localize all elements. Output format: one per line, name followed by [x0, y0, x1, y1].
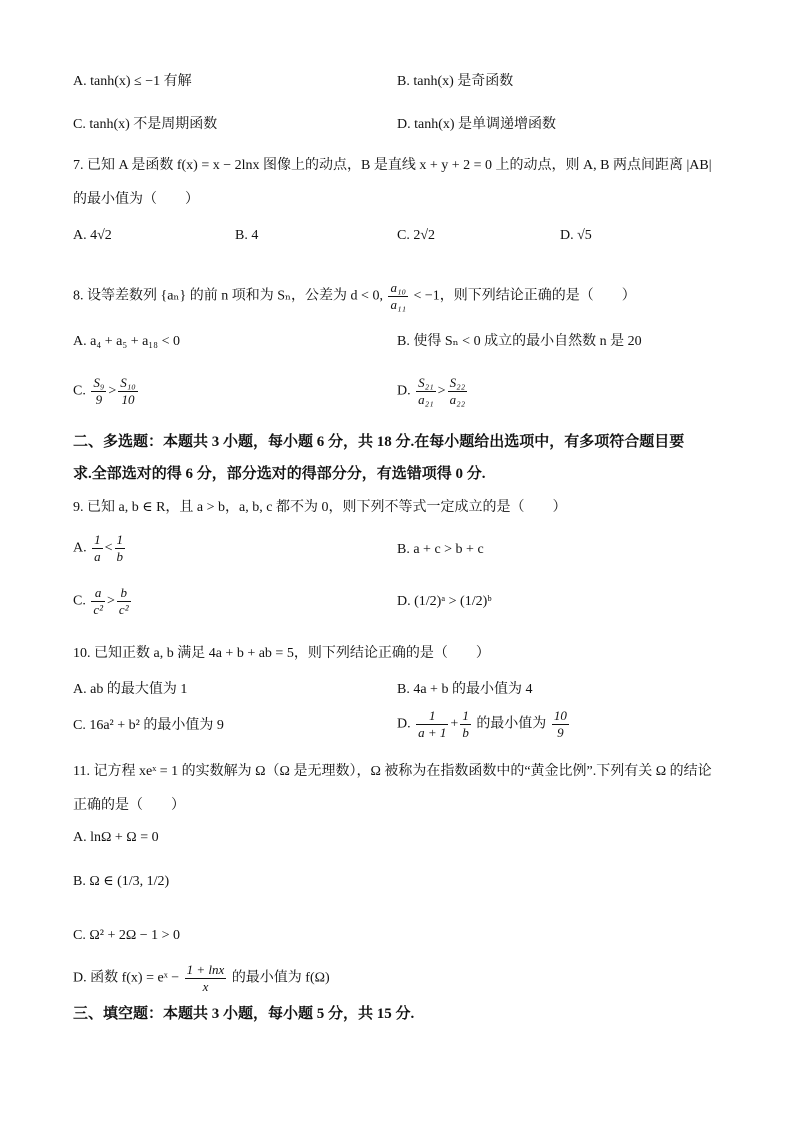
frac-den: b	[462, 725, 469, 740]
q8-fraction-numerator: a₁₀	[390, 280, 406, 295]
q8-stem-pre: 8. 设等差数列 {aₙ} 的前 n 项和为 Sₙ，公差为 d < 0,	[73, 288, 383, 304]
frac-den: a + 1	[418, 725, 447, 740]
q6-option-a: A. tanh(x) ≤ −1 有解	[73, 74, 192, 89]
q6-option-c: C. tanh(x) 不是周期函数	[73, 117, 218, 132]
q11-option-d-frac	[185, 962, 227, 995]
q7-option-c: C. 2√2	[397, 228, 436, 243]
frac-num: a	[91, 585, 105, 602]
frac-num: 1	[462, 708, 469, 723]
q9-option-a-frac2	[115, 532, 126, 565]
q11-option-d	[73, 962, 330, 995]
q11-option-d-post: 的最小值为 f(Ω)	[231, 970, 330, 986]
frac-den: a	[94, 549, 101, 564]
q11-option-d-pre: D. 函数 f(x) = eˣ −	[73, 970, 180, 986]
q9-stem: 9. 已知 a, b ∈ R，且 a > b，a, b, c 都不为 0，则下列不等式一定成立的是（ ）	[73, 500, 567, 515]
q10-option-b: B. 4a + b 的最小值为 4	[397, 682, 533, 697]
q8-stem-post: < −1，则下列结论正确的是（ ）	[413, 288, 636, 304]
q10-option-a: A. ab 的最大值为 1	[73, 682, 188, 697]
frac-den: c²	[93, 602, 104, 617]
q8-fraction-denominator: a₁₁	[390, 297, 406, 312]
q9-option-c-frac1	[91, 585, 105, 618]
q9-option-c: C. $\frac{a}{\text{c²}}$ > $\frac{b}{\text{c²}}$	[73, 585, 129, 617]
q11-stem-line1: 11. 记方程 xeˣ = 1 的实数解为 Ω（Ω 是无理数），Ω 被称为在指数函数中的“黄金比例”.下列有关 Ω 的结论	[73, 764, 712, 779]
q9-option-d: D. (1/2)ᵃ > (1/2)ᵇ	[397, 594, 492, 609]
frac-num: S₁₀	[120, 375, 136, 390]
q7-option-a: A. 4√2	[73, 228, 112, 243]
q8-option-d-label: D.	[397, 383, 411, 399]
q9-option-a-frac1	[92, 532, 103, 565]
q9-option-c-label: C.	[73, 593, 86, 609]
frac-den: a₂₁	[418, 392, 434, 407]
q11-option-a: A. lnΩ + Ω = 0	[73, 830, 159, 845]
section2-heading-line2: 求.全部选对的得 6 分，部分选对的得部分分，有选错项得 0 分.	[73, 466, 486, 482]
q8-option-b: B. 使得 Sₙ < 0 成立的最小自然数 n 是 20	[397, 334, 642, 349]
q8-option-c: C. $\frac{\text{S₉}}{9}$ > $\frac{\text{S₁₀}}{10}$	[73, 375, 136, 407]
q8-stem	[73, 280, 636, 313]
q10-option-d-frac2	[460, 708, 471, 741]
q10-option-d: D. $\frac{1}{a + 1}$ + $\frac{1}{b}$ 的最小值为 $\frac{10}{9}$	[397, 708, 567, 740]
frac-num: S₂₂	[449, 375, 466, 390]
q8-option-c-frac1	[91, 375, 106, 408]
frac-num: 1	[116, 532, 124, 547]
frac-den: b	[116, 549, 124, 564]
q6-option-d: D. tanh(x) 是单调递增函数	[397, 117, 557, 132]
q11-option-c: C. Ω² + 2Ω − 1 > 0	[73, 928, 181, 943]
q9-option-a-label: A.	[73, 540, 87, 556]
frac-num: 1 + lnx	[186, 962, 225, 977]
q10-option-d-label: D.	[397, 716, 411, 732]
frac-den: 9	[95, 392, 103, 407]
q8-option-d-frac1	[416, 375, 436, 408]
frac-den: 10	[121, 392, 135, 407]
q9-option-c-frac2	[117, 585, 131, 618]
frac-num: 1	[94, 532, 101, 547]
q10-option-c: C. 16a² + b² 的最小值为 9	[73, 718, 224, 733]
q7-option-d: D. √5	[560, 228, 592, 243]
q7-option-b: B. 4	[235, 228, 259, 243]
q8-option-d: D. $\frac{\text{S₂₁}}{\text{a₂₁}}$ > $\frac{\text{S₂₂}}{\text{a₂₂}}$	[397, 375, 466, 407]
section3-heading: 三、填空题：本题共 3 小题，每小题 5 分，共 15 分.	[73, 1006, 415, 1022]
q7-stem-line1: 7. 已知 A 是函数 f(x) = x − 2lnx 图像上的动点，B 是直线 x + y + 2 = 0 上的动点，则 A, B 两点间距离 |AB|	[73, 158, 712, 173]
frac-num: 1	[416, 708, 448, 725]
q10-option-d-frac1	[416, 708, 448, 741]
q11-stem-line2: 正确的是（ ）	[73, 798, 185, 813]
frac-num: S₉	[93, 375, 105, 390]
q10-stem: 10. 已知正数 a, b 满足 4a + b + ab = 5，则下列结论正确的是（ ）	[73, 646, 490, 661]
q6-option-b: B. tanh(x) 是奇函数	[397, 74, 514, 89]
q8-stem-fraction	[388, 280, 408, 313]
q8-option-c-frac2	[118, 375, 138, 408]
q10-option-d-frac3	[552, 708, 569, 741]
q11-option-b: B. Ω ∈ (1/3, 1/2)	[73, 874, 170, 889]
frac-num: S₂₁	[418, 375, 434, 390]
frac-num: b	[117, 585, 131, 602]
q10-option-d-mid: 的最小值为	[476, 716, 547, 732]
q8-option-c-label: C.	[73, 383, 86, 399]
frac-den: c²	[118, 602, 129, 617]
frac-den: 9	[557, 725, 564, 740]
frac-den: a₂₂	[449, 392, 466, 407]
q9-option-a: A. $\frac{1}{a}$ < $\frac{1}{b}$	[73, 532, 124, 564]
frac-den: x	[202, 979, 209, 994]
frac-num: 10	[553, 708, 567, 723]
section2-heading-line1: 二、多选题：本题共 3 小题，每小题 6 分，共 18 分.在每小题给出选项中，有多项符合题目要	[73, 434, 685, 450]
q7-stem-line2: 的最小值为（ ）	[73, 192, 199, 207]
q9-option-b: B. a + c > b + c	[397, 542, 484, 557]
q8-option-d-frac2	[448, 375, 468, 408]
q8-option-a: A. a₄ + a₅ + a₁₈ < 0	[73, 334, 180, 349]
